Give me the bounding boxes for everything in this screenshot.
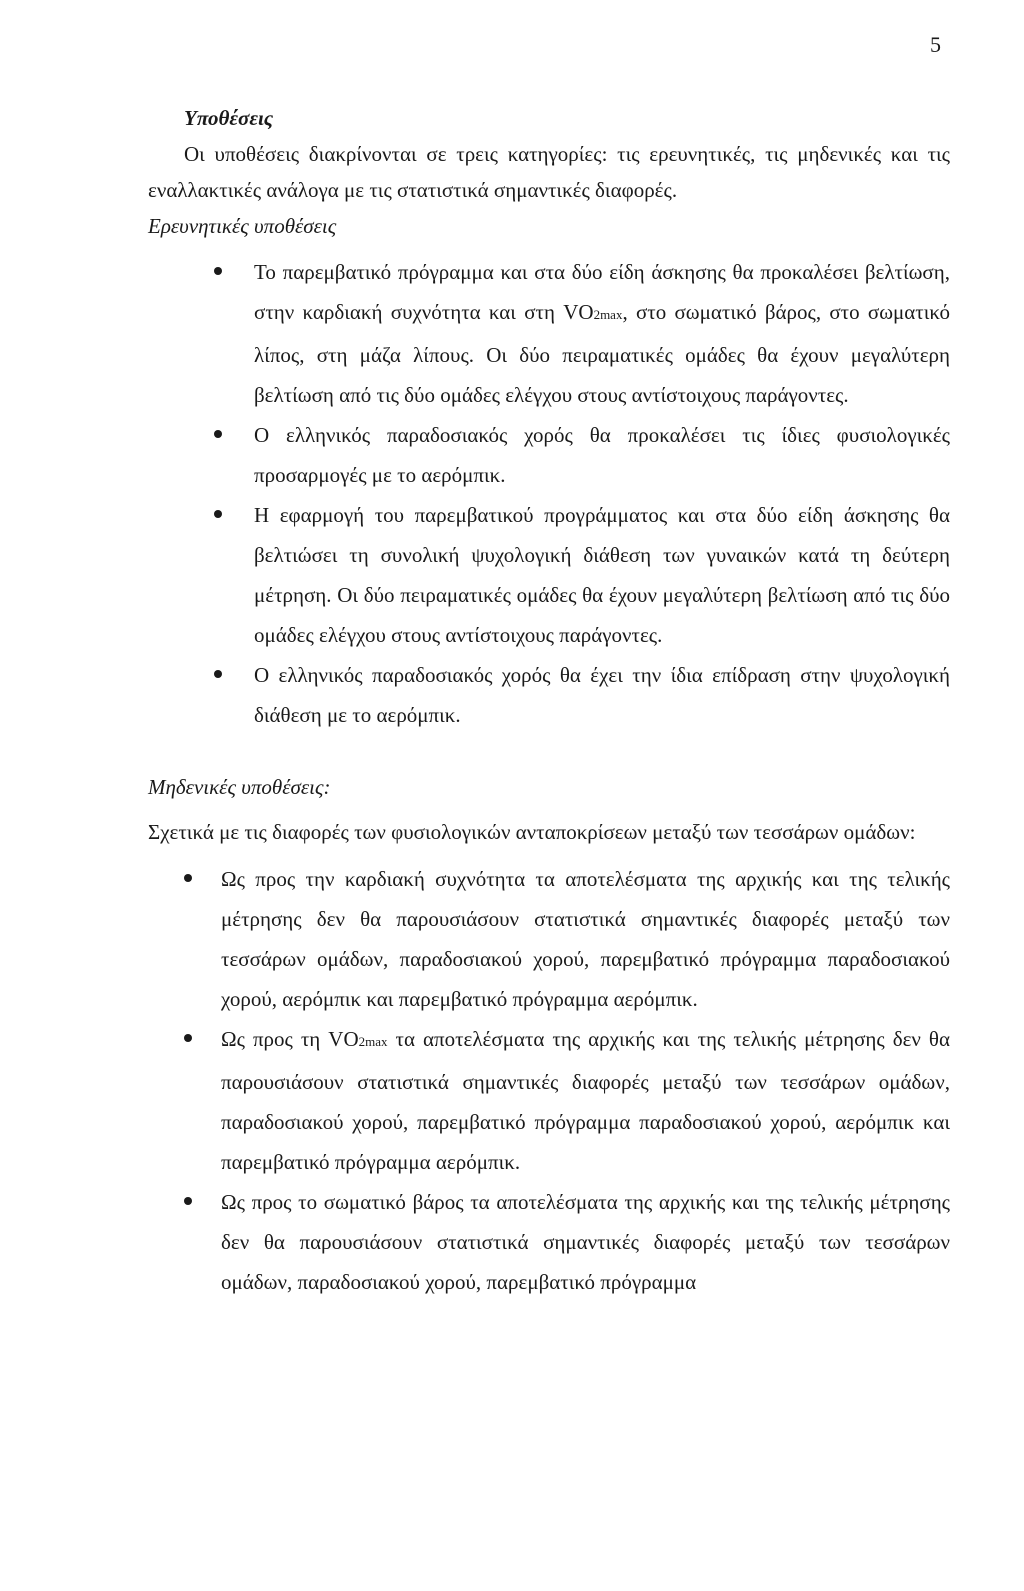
bullet-icon xyxy=(214,430,222,438)
bullet-icon xyxy=(184,1197,192,1205)
list-item xyxy=(148,415,950,495)
null-hypotheses-heading: Μηδενικές υποθέσεις: xyxy=(148,775,331,799)
bullet-icon xyxy=(184,874,192,882)
research-item-1-subscript: 2max xyxy=(593,307,623,322)
list-item xyxy=(148,495,950,655)
research-item-3-text: Η εφαρμογή του παρεμβατικού προγράμματος και στα δύο είδη άσκησης θα βελτιώσει τη συνολική ψυχολογική διάθεση των γυναικών κατά τη δεύτερη μέτρηση. Οι δύο πειραματικές ομάδες θα έχουν μεγαλύτερη βελτίωση από τις δύο ομάδες ελέγχου στους αντίστοιχους παράγοντες. xyxy=(254,503,950,647)
bullet-icon xyxy=(214,510,222,518)
null-item-2-subscript: 2max xyxy=(358,1034,388,1049)
bullet-icon xyxy=(184,1034,192,1042)
list-item xyxy=(148,252,950,415)
list-item xyxy=(148,859,950,1019)
section-title: Υποθέσεις xyxy=(184,106,274,130)
null-item-1-text: Ως προς την καρδιακή συχνότητα τα αποτελέσματα της αρχικής και της τελικής μέτρησης δεν θα παρουσιάσουν στατιστικά σημαντικές διαφορές μεταξύ των τεσσάρων ομάδων, παραδοσιακού χορού, παρεμβατικό πρόγραμμα παραδοσιακού χορού, αερόμπικ και παρεμβατικό πρόγραμμα αερόμπικ. xyxy=(221,867,950,1011)
null-item-2-text-pre: Ως προς τη VO xyxy=(221,1027,359,1051)
research-hypotheses-heading: Ερευνητικές υποθέσεις xyxy=(148,214,337,238)
document-body xyxy=(148,100,950,1302)
null-hypotheses-list xyxy=(148,859,950,1302)
research-item-4-text: Ο ελληνικός παραδοσιακός χορός θα έχει την ίδια επίδραση στην ψυχολογική διάθεση με το αερόμπικ. xyxy=(254,663,950,727)
bullet-icon xyxy=(214,267,222,275)
bullet-icon xyxy=(214,670,222,678)
null-item-2-text-post: τα αποτελέσματα της αρχικής και της τελικής μέτρησης δεν θα παρουσιάσουν στατιστικά σημαντικές διαφορές μεταξύ των τεσσάρων ομάδων, παραδοσιακού χορού, παρεμβατικό πρόγραμμα παραδοσιακού χορού, αερόμπικ και παρεμβατικό πρόγραμμα αερόμπικ. xyxy=(221,1027,950,1174)
research-hypotheses-list xyxy=(148,252,950,735)
research-item-1-text-post: , στο σωματικό βάρος, στο σωματικό λίπος, στη μάζα λίπους. Οι δύο πειραματικές ομάδες θα έχουν μεγαλύτερη βελτίωση από τις δύο ομάδες ελέγχου στους αντίστοιχους παράγοντες. xyxy=(254,300,950,407)
page-number: 5 xyxy=(930,32,941,57)
null-item-3-text: Ως προς το σωματικό βάρος τα αποτελέσματα της αρχικής και της τελικής μέτρησης δεν θα παρουσιάσουν στατιστικά σημαντικές διαφορές μεταξύ των τεσσάρων ομάδων, παραδοσιακού χορού, παρεμβατικό πρόγραμμα xyxy=(221,1190,950,1294)
list-item xyxy=(148,655,950,735)
null-intro-paragraph: Σχετικά με τις διαφορές των φυσιολογικών ανταποκρίσεων μεταξύ των τεσσάρων ομάδων: xyxy=(148,820,916,844)
intro-paragraph: Οι υποθέσεις διακρίνονται σε τρεις κατηγορίες: τις ερευνητικές, τις μηδενικές και τις εναλλακτικές ανάλογα με τις στατιστικά σημαντικές διαφορές. xyxy=(148,142,950,202)
list-item xyxy=(148,1182,950,1302)
research-item-2-text: Ο ελληνικός παραδοσιακός χορός θα προκαλέσει τις ίδιες φυσιολογικές προσαρμογές με το αερόμπικ. xyxy=(254,423,950,487)
research-item-1-text-pre: Το παρεμβατικό πρόγραμμα και στα δύο είδη άσκησης θα προκαλέσει βελτίωση, στην καρδιακή συχνότητα και στη VO xyxy=(254,260,950,324)
list-item xyxy=(148,1019,950,1182)
